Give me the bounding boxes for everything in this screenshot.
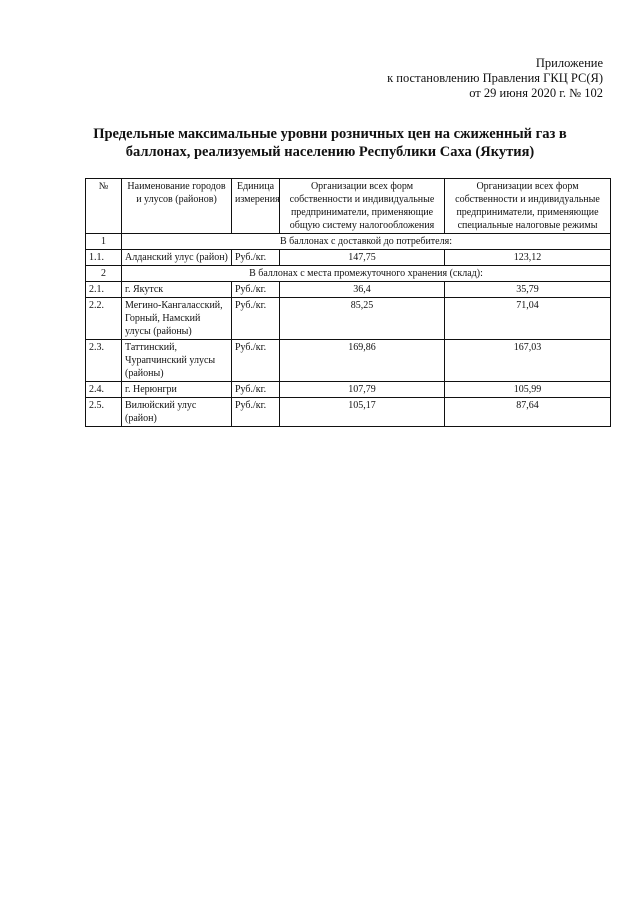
header-general-tax: Организации всех форм собственности и индивидуальные предприниматели, применяющие общую систему налогообложения <box>280 179 445 234</box>
document-title <box>60 125 600 161</box>
table-row <box>86 340 611 382</box>
row-name: г. Нерюнгри <box>122 382 232 398</box>
row-num: 2.3. <box>86 340 122 382</box>
section-row <box>86 234 611 250</box>
row-name: Таттинский, Чурапчинский улусы (районы) <box>122 340 232 382</box>
row-price-special: 87,64 <box>445 398 611 427</box>
table-header-row <box>86 179 611 234</box>
title-line-2: баллонах, реализуемый населению Республики Саха (Якутия) <box>125 144 535 160</box>
row-num: 1.1. <box>86 250 122 266</box>
row-price-special: 105,99 <box>445 382 611 398</box>
section-label: В баллонах с места промежуточного хранения (склад): <box>122 266 611 282</box>
row-price-special: 71,04 <box>445 298 611 340</box>
row-price-special: 167,03 <box>445 340 611 382</box>
row-price-special: 35,79 <box>445 282 611 298</box>
row-name: г. Якутск <box>122 282 232 298</box>
document-header <box>387 56 603 101</box>
row-price-general: 107,79 <box>280 382 445 398</box>
row-price-general: 85,25 <box>280 298 445 340</box>
row-price-general: 169,86 <box>280 340 445 382</box>
row-num: 2.1. <box>86 282 122 298</box>
header-name: Наименование городов и улусов (районов) <box>122 179 232 234</box>
table-row <box>86 282 611 298</box>
row-unit: Руб./кг. <box>232 282 280 298</box>
row-unit: Руб./кг. <box>232 250 280 266</box>
row-unit: Руб./кг. <box>232 340 280 382</box>
header-num: № <box>86 179 122 234</box>
row-price-special: 123,12 <box>445 250 611 266</box>
row-name: Алданский улус (район) <box>122 250 232 266</box>
row-name: Мегино-Кангаласский, Горный, Намский улусы (районы) <box>122 298 232 340</box>
row-num: 2.2. <box>86 298 122 340</box>
price-table <box>85 178 611 427</box>
section-label: В баллонах с доставкой до потребителя: <box>122 234 611 250</box>
title-line-1: Предельные максимальные уровни розничных цен на сжиженный газ в <box>93 126 567 142</box>
header-decree: к постановлению Правления ГКЦ РС(Я) <box>387 71 603 85</box>
header-unit: Единица измерения <box>232 179 280 234</box>
section-num: 1 <box>86 234 122 250</box>
row-num: 2.5. <box>86 398 122 427</box>
row-price-general: 105,17 <box>280 398 445 427</box>
table-row <box>86 298 611 340</box>
row-num: 2.4. <box>86 382 122 398</box>
row-unit: Руб./кг. <box>232 382 280 398</box>
table-row <box>86 382 611 398</box>
section-row <box>86 266 611 282</box>
row-price-general: 36,4 <box>280 282 445 298</box>
row-unit: Руб./кг. <box>232 298 280 340</box>
row-unit: Руб./кг. <box>232 398 280 427</box>
header-special-tax: Организации всех форм собственности и индивидуальные предприниматели, применяющие специальные налоговые режимы <box>445 179 611 234</box>
header-date: от 29 июня 2020 г. № 102 <box>469 86 603 100</box>
section-num: 2 <box>86 266 122 282</box>
table-row <box>86 250 611 266</box>
row-name: Вилюйский улус (район) <box>122 398 232 427</box>
table-row <box>86 398 611 427</box>
header-appendix: Приложение <box>535 56 603 70</box>
row-price-general: 147,75 <box>280 250 445 266</box>
